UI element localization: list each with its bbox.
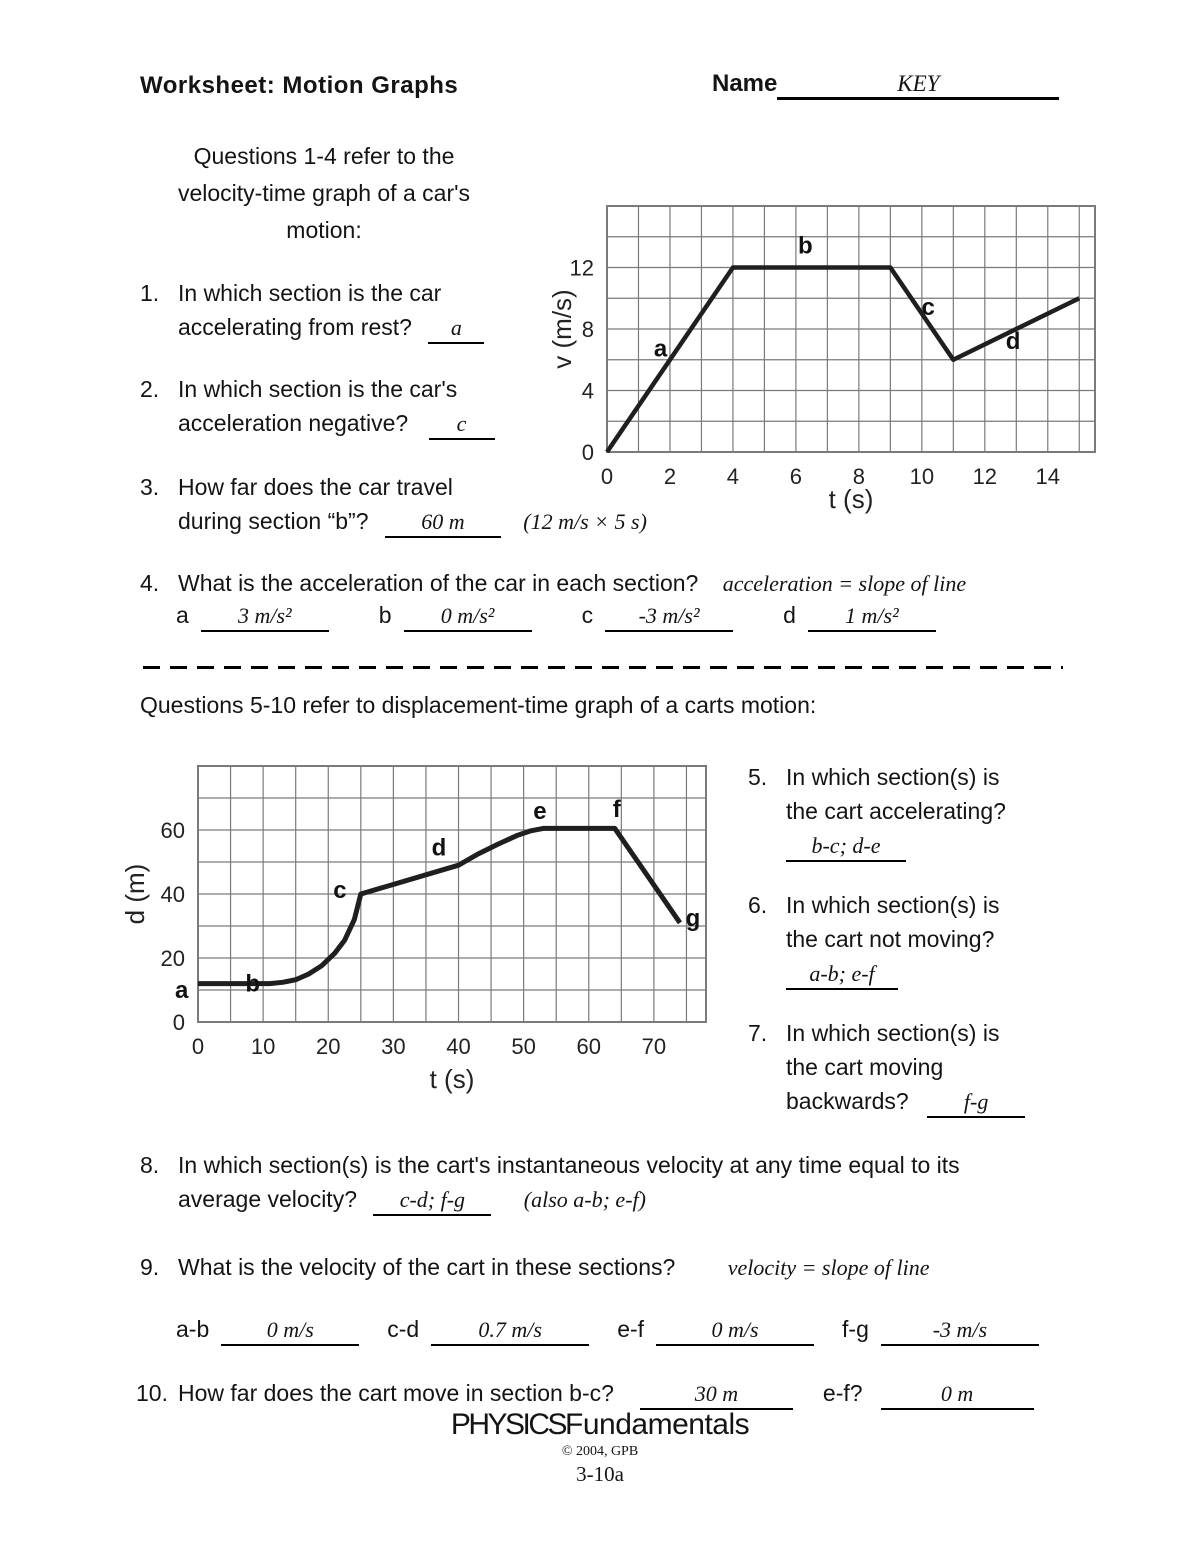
- svg-text:d (m): d (m): [120, 863, 150, 925]
- footer-brand-fundamentals: Fundamentals: [565, 1408, 750, 1441]
- q4-answer-c: -3 m/s²: [605, 603, 733, 632]
- name-label: Name: [712, 70, 778, 97]
- svg-text:60: 60: [160, 818, 185, 843]
- name-field: [777, 71, 1059, 100]
- svg-text:0: 0: [172, 1010, 185, 1035]
- question-5-answer: b-c; d-e: [786, 833, 906, 862]
- footer-page-code: 3-10a: [576, 1462, 624, 1486]
- svg-text:60: 60: [576, 1034, 602, 1059]
- q4-answer-a: 3 m/s²: [201, 603, 329, 632]
- question-8-note: (also a-b; e-f): [523, 1187, 646, 1212]
- svg-text:8: 8: [852, 464, 865, 489]
- svg-text:t (s): t (s): [828, 484, 874, 514]
- svg-text:b: b: [798, 232, 813, 260]
- q9-answer-fg: -3 m/s: [881, 1317, 1039, 1346]
- svg-text:6: 6: [789, 464, 803, 489]
- svg-text:2: 2: [663, 464, 677, 489]
- question-5: [748, 760, 1088, 862]
- q4-answer-d: 1 m/s²: [808, 603, 936, 632]
- q9-label-ef: e-f: [617, 1316, 645, 1342]
- question-5-number: 5.: [748, 764, 768, 790]
- question-10-text: How far does the cart move in section b-c?: [178, 1380, 614, 1406]
- question-9-text: What is the velocity of the cart in these sections?: [178, 1254, 676, 1280]
- svg-text:c: c: [921, 294, 935, 322]
- svg-text:0: 0: [581, 440, 594, 465]
- svg-text:14: 14: [1035, 464, 1061, 489]
- question-6-text: In which section(s) is the cart not moving? a-b; e-f: [786, 888, 1088, 990]
- name-row: [712, 70, 1059, 100]
- question-4-answers: [176, 602, 936, 632]
- question-4-number: 4.: [140, 570, 160, 596]
- question-8-number: 8.: [140, 1152, 160, 1178]
- question-2-text: In which section is the car's acceleration negative? c: [178, 372, 570, 440]
- question-10: [136, 1380, 1034, 1410]
- question-9-note: velocity = slope of line: [727, 1255, 930, 1280]
- question-1: [140, 276, 570, 344]
- question-9-answers: [176, 1316, 1039, 1346]
- question-7-text: In which section(s) is the cart moving backwards? f-g: [786, 1016, 1088, 1118]
- question-6-answer: a-b; e-f: [786, 961, 898, 990]
- question-6-number: 6.: [748, 892, 768, 918]
- question-4-note: acceleration = slope of line: [722, 571, 967, 596]
- question-8-text: In which section(s) is the cart's instantaneous velocity at any time equal to its average velocity? c-d; f-g (also a-b; e-f): [178, 1148, 1150, 1217]
- question-10-answer-bc: 30 m: [640, 1381, 793, 1410]
- question-4: [140, 566, 1150, 601]
- question-7-number: 7.: [748, 1020, 768, 1046]
- q9-label-ab: a-b: [176, 1316, 210, 1342]
- question-8: [140, 1148, 1150, 1217]
- svg-text:g: g: [685, 905, 701, 932]
- question-1-answer: a: [428, 315, 484, 344]
- question-3-note: (12 m/s × 5 s): [523, 509, 647, 534]
- question-2-answer: c: [429, 411, 495, 440]
- section-2-heading: Questions 5-10 refer to displacement-time graph of a carts motion:: [140, 692, 817, 718]
- svg-text:t (s): t (s): [429, 1064, 475, 1094]
- question-7: [748, 1016, 1088, 1118]
- svg-text:10: 10: [250, 1034, 276, 1059]
- displacement-time-chart-svg: [118, 756, 718, 1096]
- svg-text:e: e: [533, 797, 547, 825]
- question-5-text: In which section(s) is the cart accelerating? b-c; d-e: [786, 760, 1088, 862]
- svg-text:40: 40: [160, 882, 185, 907]
- svg-text:d: d: [431, 834, 447, 862]
- question-10-answer-ef: 0 m: [881, 1381, 1034, 1410]
- svg-text:4: 4: [581, 378, 594, 404]
- question-1-number: 1.: [140, 280, 160, 306]
- question-4-text: What is the acceleration of the car in each section?: [178, 570, 699, 596]
- svg-text:50: 50: [511, 1034, 536, 1059]
- page-title: Worksheet: Motion Graphs: [140, 72, 459, 99]
- question-10-number: 10.: [136, 1380, 168, 1406]
- svg-text:20: 20: [316, 1034, 341, 1059]
- svg-text:4: 4: [726, 464, 740, 489]
- q9-answer-cd: 0.7 m/s: [431, 1317, 589, 1346]
- svg-text:f: f: [612, 796, 621, 824]
- svg-text:40: 40: [446, 1034, 471, 1059]
- question-3: [140, 470, 840, 539]
- svg-text:12: 12: [972, 464, 998, 489]
- svg-text:a: a: [653, 335, 668, 363]
- q9-label-cd: c-d: [387, 1316, 420, 1342]
- svg-text:12: 12: [569, 255, 594, 281]
- q9-label-fg: f-g: [842, 1316, 869, 1342]
- q4-label-d: d: [783, 602, 796, 628]
- question-6: [748, 888, 1088, 990]
- footer-brand-physics: PHYSICS: [450, 1408, 566, 1441]
- question-2: [140, 372, 570, 440]
- footer-brand: [0, 1408, 1200, 1442]
- question-3-answer: 60 m: [385, 509, 501, 538]
- svg-text:c: c: [333, 876, 347, 904]
- question-1-text: In which section is the car accelerating from rest? a: [178, 276, 570, 344]
- question-3-number: 3.: [140, 474, 160, 500]
- svg-text:v (m/s): v (m/s): [547, 289, 577, 369]
- q4-answer-b: 0 m/s²: [404, 603, 532, 632]
- q4-label-a: a: [176, 602, 189, 628]
- displacement-time-chart: [118, 756, 718, 1101]
- q9-answer-ef: 0 m/s: [656, 1317, 814, 1346]
- svg-text:0: 0: [600, 464, 614, 489]
- svg-text:70: 70: [641, 1034, 667, 1059]
- q9-answer-ab: 0 m/s: [221, 1317, 359, 1346]
- footer-copyright: © 2004, GPB: [561, 1444, 639, 1459]
- name-value: KEY: [897, 71, 940, 96]
- svg-text:a: a: [175, 977, 189, 1004]
- question-8-answer: c-d; f-g: [373, 1187, 491, 1216]
- svg-text:8: 8: [581, 317, 594, 342]
- svg-text:0: 0: [191, 1034, 205, 1059]
- question-3-text: How far does the car travel during section “b”? 60 m (12 m/s × 5 s): [178, 470, 840, 539]
- svg-text:30: 30: [381, 1034, 406, 1059]
- q4-label-b: b: [378, 602, 392, 628]
- question-7-answer: f-g: [927, 1089, 1025, 1118]
- question-10-label-ef: e-f?: [822, 1380, 863, 1406]
- svg-text:20: 20: [160, 946, 185, 971]
- svg-text:b: b: [245, 970, 261, 998]
- svg-text:d: d: [1005, 327, 1021, 355]
- question-2-number: 2.: [140, 376, 160, 402]
- question-9-number: 9.: [140, 1254, 160, 1280]
- dashed-divider: [143, 666, 1063, 669]
- intro-text: Questions 1-4 refer to the velocity-time graph of a car's motion:: [177, 143, 470, 243]
- question-9: [140, 1250, 1150, 1285]
- svg-text:10: 10: [909, 464, 935, 489]
- q4-label-c: c: [581, 602, 594, 628]
- velocity-time-chart-svg: [545, 198, 1105, 516]
